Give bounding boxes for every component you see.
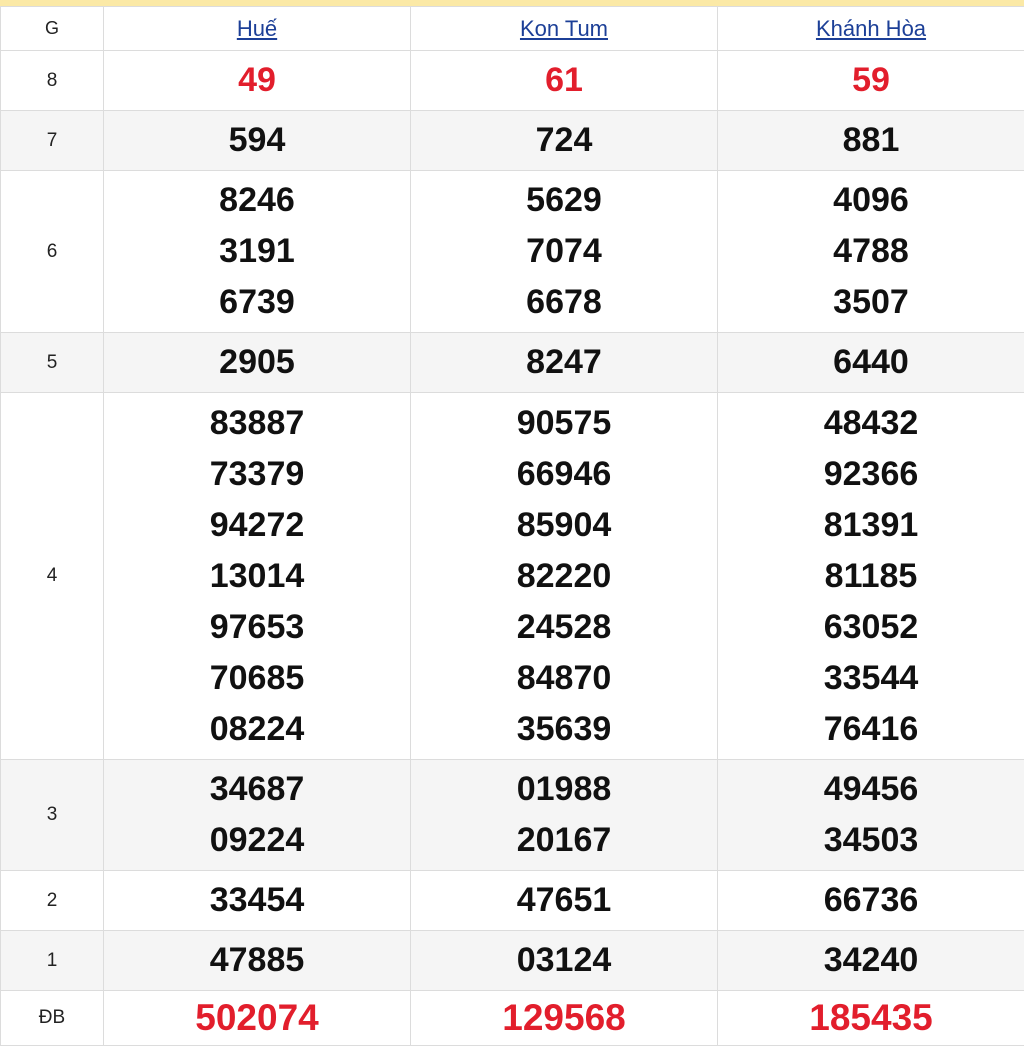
prize-row-4 <box>1 393 1024 760</box>
prize-row-1 <box>1 931 1024 991</box>
result-number: 2905 <box>104 333 411 393</box>
result-number: 83887 <box>104 398 410 449</box>
lottery-results-table <box>0 6 1024 1046</box>
province-link-kon-tum[interactable]: Kon Tum <box>520 16 608 41</box>
result-number: 24528 <box>411 602 717 653</box>
special-result-number: 129568 <box>411 991 718 1046</box>
result-number: 94272 <box>104 500 410 551</box>
result-number: 8247 <box>411 333 718 393</box>
result-number: 3507 <box>718 277 1024 328</box>
province-header-hue <box>104 7 411 51</box>
result-number: 594 <box>104 111 411 171</box>
result-number: 01988 <box>411 764 717 815</box>
result-number: 33454 <box>104 871 411 931</box>
result-number: 61 <box>411 51 718 111</box>
province-header-khanh-hoa <box>718 7 1024 51</box>
province-header-kon-tum <box>411 7 718 51</box>
province-link-hue[interactable]: Huế <box>237 16 277 41</box>
prize-label: 8 <box>1 51 104 111</box>
result-number: 48432 <box>718 398 1024 449</box>
province-link-khanh-hoa[interactable]: Khánh Hòa <box>816 16 926 41</box>
result-number: 8246 <box>104 175 410 226</box>
result-number: 84870 <box>411 653 717 704</box>
header-row <box>1 7 1024 51</box>
result-cell <box>104 171 411 333</box>
result-number: 20167 <box>411 815 717 866</box>
result-number: 81391 <box>718 500 1024 551</box>
result-cell <box>718 171 1024 333</box>
result-number: 92366 <box>718 449 1024 500</box>
prize-row-5 <box>1 333 1024 393</box>
prize-row-8 <box>1 51 1024 111</box>
prize-label: 7 <box>1 111 104 171</box>
prize-row-7 <box>1 111 1024 171</box>
result-number: 3191 <box>104 226 410 277</box>
prize-label: 5 <box>1 333 104 393</box>
result-number: 08224 <box>104 704 410 755</box>
result-cell <box>104 393 411 760</box>
result-number: 33544 <box>718 653 1024 704</box>
result-number: 66736 <box>718 871 1024 931</box>
result-cell <box>718 760 1024 871</box>
result-cell <box>411 760 718 871</box>
result-number: 6440 <box>718 333 1024 393</box>
result-number: 59 <box>718 51 1024 111</box>
result-number: 6678 <box>411 277 717 328</box>
result-number: 97653 <box>104 602 410 653</box>
result-number: 90575 <box>411 398 717 449</box>
result-cell <box>104 760 411 871</box>
result-number: 03124 <box>411 931 718 991</box>
result-number: 34503 <box>718 815 1024 866</box>
result-number: 5629 <box>411 175 717 226</box>
prize-column-header: G <box>1 7 104 51</box>
prize-label: 6 <box>1 171 104 333</box>
prize-label: 1 <box>1 931 104 991</box>
result-number: 6739 <box>104 277 410 328</box>
result-number: 63052 <box>718 602 1024 653</box>
result-number: 49456 <box>718 764 1024 815</box>
result-number: 76416 <box>718 704 1024 755</box>
result-number: 47651 <box>411 871 718 931</box>
prize-label: 3 <box>1 760 104 871</box>
result-number: 85904 <box>411 500 717 551</box>
result-number: 35639 <box>411 704 717 755</box>
result-number: 34687 <box>104 764 410 815</box>
result-cell <box>411 393 718 760</box>
prize-row-3 <box>1 760 1024 871</box>
result-number: 81185 <box>718 551 1024 602</box>
prize-row-6 <box>1 171 1024 333</box>
result-number: 09224 <box>104 815 410 866</box>
result-number: 13014 <box>104 551 410 602</box>
prize-row-2 <box>1 871 1024 931</box>
result-number: 66946 <box>411 449 717 500</box>
prize-label: 2 <box>1 871 104 931</box>
special-result-number: 185435 <box>718 991 1024 1046</box>
prize-row-special <box>1 991 1024 1046</box>
result-number: 82220 <box>411 551 717 602</box>
result-number: 70685 <box>104 653 410 704</box>
special-result-number: 502074 <box>104 991 411 1046</box>
result-number: 4788 <box>718 226 1024 277</box>
result-number: 49 <box>104 51 411 111</box>
result-number: 4096 <box>718 175 1024 226</box>
result-cell <box>718 393 1024 760</box>
result-cell <box>411 171 718 333</box>
result-number: 7074 <box>411 226 717 277</box>
result-number: 34240 <box>718 931 1024 991</box>
result-number: 881 <box>718 111 1024 171</box>
prize-label: ĐB <box>1 991 104 1046</box>
result-number: 724 <box>411 111 718 171</box>
result-number: 47885 <box>104 931 411 991</box>
prize-label: 4 <box>1 393 104 760</box>
result-number: 73379 <box>104 449 410 500</box>
